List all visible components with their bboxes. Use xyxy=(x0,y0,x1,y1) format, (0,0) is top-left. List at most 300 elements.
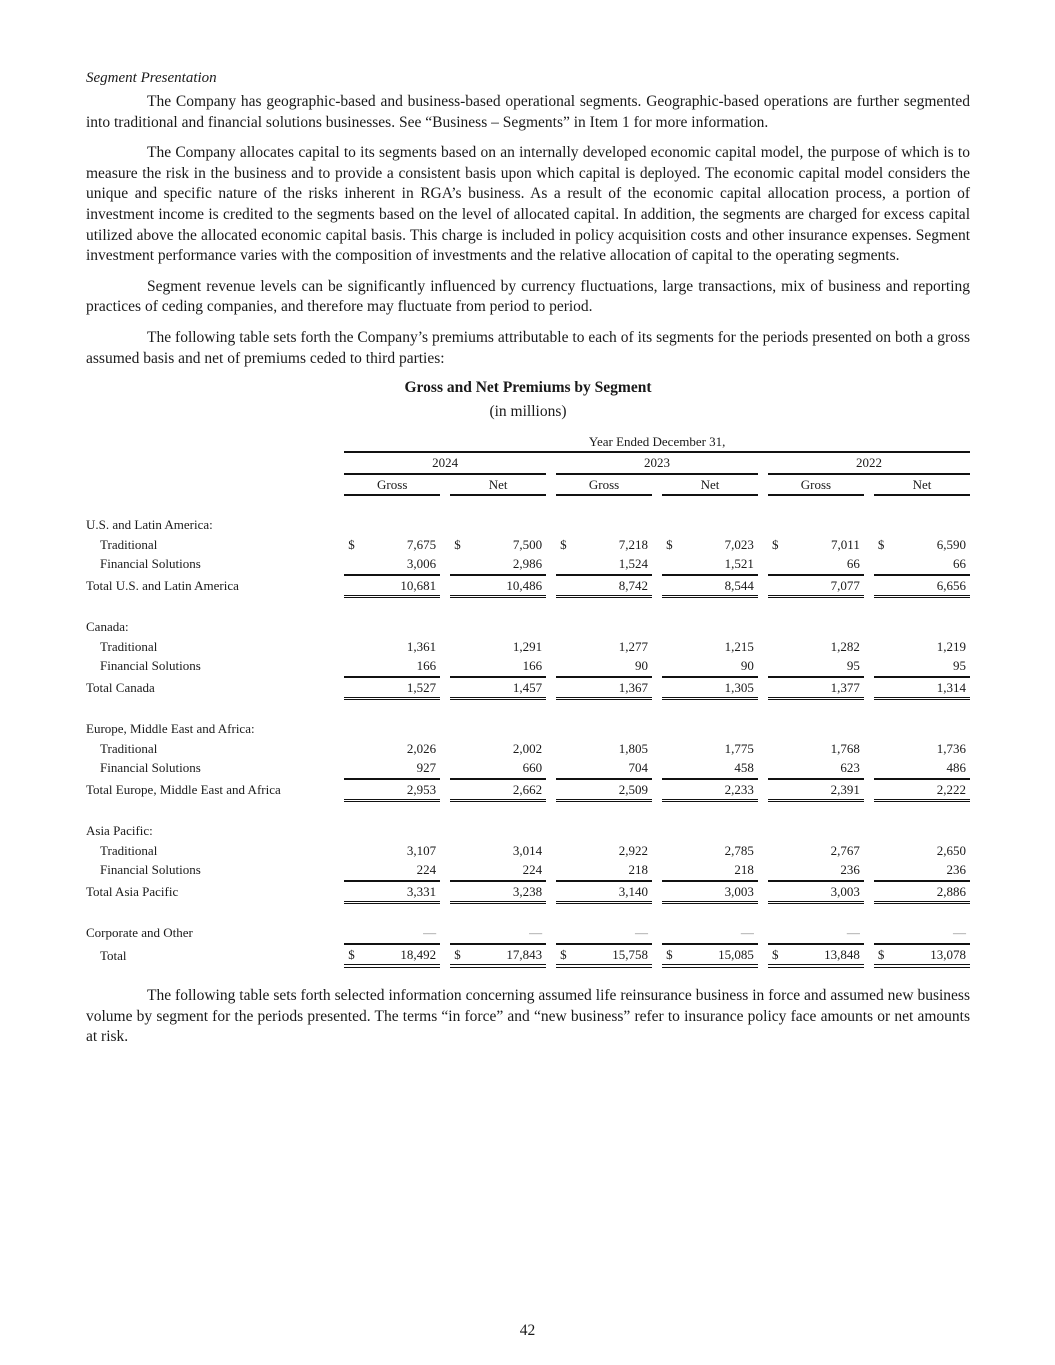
year-header: 2024 xyxy=(344,453,546,474)
value-cell xyxy=(662,778,758,802)
value-text: 1,277 xyxy=(618,638,648,654)
value-cell xyxy=(874,778,970,802)
spacer-row xyxy=(86,598,970,617)
value-text: 1,377 xyxy=(830,679,860,695)
section-title: Segment Presentation xyxy=(86,70,217,86)
value-text: 18,492 xyxy=(400,946,437,962)
subtotal-row xyxy=(86,676,970,700)
value-text: 6,590 xyxy=(936,536,966,552)
value-text: 1,305 xyxy=(724,679,754,695)
value-cell xyxy=(344,860,440,879)
value-text: 7,218 xyxy=(618,536,648,552)
value-text: 2,509 xyxy=(618,781,648,797)
column-gap xyxy=(758,860,768,879)
value-text: 236 xyxy=(840,862,860,878)
value-text: 3,107 xyxy=(406,842,437,858)
column-gap xyxy=(440,637,450,656)
row-label: Financial Solutions xyxy=(100,862,201,878)
header-label-blank xyxy=(86,453,344,474)
column-gap xyxy=(546,943,556,968)
value-text: 1,521 xyxy=(724,556,754,572)
value-text: 7,011 xyxy=(831,536,860,552)
paragraph: Segment revenue levels can be significantly influenced by currency fluctuations, large transactions, mix of business and reporting practices of ceding companies, and therefore may fluctuate from period to period. xyxy=(86,277,970,316)
value-cell xyxy=(662,943,758,968)
paragraph: The following table sets forth the Company’s premiums attributable to each of its segments for the periods presented on both a gross assumed basis and net of premiums ceded to third parties: xyxy=(86,328,970,367)
column-gap xyxy=(864,535,874,554)
value-cell xyxy=(344,535,440,554)
year-header: 2022 xyxy=(768,453,970,474)
row-label: Traditional xyxy=(100,740,158,756)
value-cell xyxy=(662,923,758,942)
column-header-net: Net xyxy=(874,475,970,496)
value-cell xyxy=(874,758,970,777)
column-gap xyxy=(440,841,450,860)
value-cell xyxy=(768,758,864,777)
value-text: 2,650 xyxy=(936,842,966,858)
table-row xyxy=(86,535,970,554)
column-gap xyxy=(864,637,874,656)
table-row xyxy=(86,656,970,675)
value-text: 3,003 xyxy=(724,883,754,899)
value-cell xyxy=(344,574,440,598)
currency-symbol: $ xyxy=(454,536,461,552)
value-text: 2,922 xyxy=(618,842,648,858)
value-cell xyxy=(450,923,546,942)
grand-total-row xyxy=(86,943,970,968)
value-cell xyxy=(768,739,864,758)
value-text: 1,524 xyxy=(618,556,648,572)
column-gap xyxy=(864,574,874,598)
value-cell xyxy=(768,923,864,942)
column-gap xyxy=(758,475,768,496)
column-gap xyxy=(546,676,556,700)
value-text: 2,233 xyxy=(724,781,754,797)
header-row-years xyxy=(86,453,970,474)
column-gap xyxy=(864,676,874,700)
value-text: 3,003 xyxy=(830,883,860,899)
value-text: 2,391 xyxy=(830,781,860,797)
closing-paragraph: The following table sets forth selected information concerning assumed life reinsurance business in force and assumed new business volume by segment for the periods presented. The terms “in force” and “new business” refer to insurance policy face amounts or net amounts at risk. xyxy=(86,987,970,1046)
column-gap xyxy=(758,923,768,942)
value-text: 2,953 xyxy=(406,781,437,797)
grand-total-label: Total xyxy=(100,947,127,963)
value-cell xyxy=(874,574,970,598)
column-gap xyxy=(864,778,874,802)
column-gap xyxy=(864,758,874,777)
column-gap xyxy=(440,475,450,496)
group-heading-row xyxy=(86,719,970,738)
paragraph: The Company allocates capital to its segments based on an internally developed economic capital model, the purpose of which is to measure the risk in the business and to provide a consistent basis upon which capital is deployed. The economic capital model considers the unique and specific nature of the risks inherent in RGA’s business. As a result of the economic capital allocation process, a portion of investment income is credited to the segments based on the level of allocated capital. In addition, the segments are charged for excess capital utilized above the allocated economic capital basis. This charge is included in policy acquisition costs and other insurance expenses. Segment investment performance varies with the composition of investments and the relative allocation of capital to the operating segments. xyxy=(86,144,970,265)
value-text: 90 xyxy=(634,658,648,674)
value-text: 95 xyxy=(846,658,860,674)
column-gap xyxy=(546,475,556,496)
subtotal-row xyxy=(86,880,970,904)
value-text: 2,026 xyxy=(406,740,437,756)
value-cell xyxy=(662,637,758,656)
value-cell xyxy=(450,880,546,904)
currency-symbol: $ xyxy=(877,946,885,962)
column-header-gross: Gross xyxy=(768,475,864,496)
value-text: 2,767 xyxy=(830,842,860,858)
value-cell xyxy=(556,554,652,573)
value-text: 6,656 xyxy=(936,577,966,593)
value-text: 1,219 xyxy=(936,638,966,654)
column-gap xyxy=(440,758,450,777)
value-text: 166 xyxy=(522,658,543,674)
premiums-table xyxy=(86,431,970,968)
value-cell xyxy=(556,943,652,968)
currency-symbol: $ xyxy=(666,946,673,962)
value-text: 3,238 xyxy=(512,883,543,899)
currency-symbol: $ xyxy=(348,536,355,552)
column-gap xyxy=(546,637,556,656)
column-header-gross: Gross xyxy=(344,475,440,496)
table-row xyxy=(86,739,970,758)
value-cell xyxy=(662,841,758,860)
subtotal-label: Total Canada xyxy=(86,680,155,696)
subtotal-label: Total Europe, Middle East and Africa xyxy=(86,782,281,798)
column-gap xyxy=(652,758,662,777)
value-text: 1,768 xyxy=(830,740,860,756)
currency-symbol: $ xyxy=(560,946,567,962)
value-cell xyxy=(768,778,864,802)
value-text: 7,500 xyxy=(512,536,543,552)
value-text: 1,805 xyxy=(618,740,648,756)
column-gap xyxy=(652,880,662,904)
value-text: 17,843 xyxy=(506,946,543,962)
currency-symbol: $ xyxy=(348,946,355,962)
header-label-blank xyxy=(86,431,344,453)
subtotal-label: Total U.S. and Latin America xyxy=(86,578,239,594)
value-cell xyxy=(874,923,970,942)
subtotal-label: Total Asia Pacific xyxy=(86,884,179,900)
spacer-cell xyxy=(86,802,970,821)
value-cell xyxy=(450,535,546,554)
column-gap xyxy=(546,758,556,777)
value-text: 90 xyxy=(740,658,754,674)
value-text: 3,140 xyxy=(618,883,648,899)
value-cell xyxy=(662,676,758,700)
row-label: Financial Solutions xyxy=(100,556,201,572)
column-gap xyxy=(864,475,874,496)
value-text: 2,002 xyxy=(512,740,543,756)
column-gap xyxy=(864,923,874,942)
group-heading: Canada: xyxy=(86,619,129,635)
value-text: 1,291 xyxy=(512,638,543,654)
value-text: 1,775 xyxy=(724,740,754,756)
value-cell xyxy=(556,880,652,904)
column-gap xyxy=(546,778,556,802)
column-gap xyxy=(652,676,662,700)
value-text: — xyxy=(423,925,437,941)
value-cell xyxy=(874,554,970,573)
column-gap xyxy=(652,574,662,598)
column-header-net: Net xyxy=(662,475,758,496)
column-gap xyxy=(440,554,450,573)
value-text: 10,486 xyxy=(506,577,543,593)
column-gap xyxy=(652,656,662,675)
value-cell xyxy=(662,535,758,554)
value-text: 95 xyxy=(953,658,966,674)
value-text: 1,527 xyxy=(406,679,437,695)
row-label: Traditional xyxy=(100,842,158,858)
column-gap xyxy=(652,778,662,802)
column-gap xyxy=(652,535,662,554)
column-gap xyxy=(758,880,768,904)
row-label: Financial Solutions xyxy=(100,658,201,674)
value-cell xyxy=(768,656,864,675)
currency-symbol: $ xyxy=(454,946,461,962)
group-heading-row xyxy=(86,617,970,636)
value-cell xyxy=(874,880,970,904)
value-cell xyxy=(662,739,758,758)
value-text: 218 xyxy=(734,862,754,878)
group-heading: Asia Pacific: xyxy=(86,823,153,839)
value-cell xyxy=(344,943,440,968)
column-gap xyxy=(864,554,874,573)
value-text: 2,886 xyxy=(936,883,966,899)
value-text: 1,736 xyxy=(936,740,966,756)
column-gap xyxy=(546,880,556,904)
value-text: 3,014 xyxy=(512,842,543,858)
value-cell xyxy=(768,535,864,554)
value-text: 166 xyxy=(416,658,437,674)
value-cell xyxy=(556,637,652,656)
value-cell xyxy=(556,656,652,675)
value-cell xyxy=(450,739,546,758)
group-heading-row xyxy=(86,821,970,840)
value-cell xyxy=(344,758,440,777)
column-header-net: Net xyxy=(450,475,546,496)
value-cell xyxy=(874,676,970,700)
value-cell xyxy=(450,637,546,656)
value-cell xyxy=(450,574,546,598)
row-label: Traditional xyxy=(100,536,158,552)
column-gap xyxy=(546,656,556,675)
spacer-cell xyxy=(86,496,970,515)
value-text: 1,314 xyxy=(936,679,966,695)
value-cell xyxy=(662,656,758,675)
spacer-cell xyxy=(86,700,970,719)
value-text: 660 xyxy=(522,760,543,776)
value-text: 218 xyxy=(628,862,648,878)
column-gap xyxy=(652,554,662,573)
row-label: Corporate and Other xyxy=(86,925,193,941)
column-gap xyxy=(758,758,768,777)
column-gap xyxy=(440,535,450,554)
column-gap xyxy=(546,554,556,573)
value-cell xyxy=(874,535,970,554)
value-text: 66 xyxy=(846,556,860,572)
column-gap xyxy=(440,739,450,758)
value-cell xyxy=(874,739,970,758)
subtotal-row xyxy=(86,778,970,802)
value-text: 1,282 xyxy=(830,638,860,654)
table-row xyxy=(86,554,970,573)
value-cell xyxy=(662,880,758,904)
value-cell xyxy=(768,637,864,656)
group-heading-row xyxy=(86,515,970,534)
column-gap xyxy=(652,923,662,942)
column-gap xyxy=(758,943,768,968)
value-text: 704 xyxy=(628,760,648,776)
value-cell xyxy=(768,676,864,700)
column-gap xyxy=(758,778,768,802)
value-text: 224 xyxy=(416,862,437,878)
column-gap xyxy=(546,923,556,942)
value-text: 236 xyxy=(946,862,966,878)
value-text: 458 xyxy=(734,760,754,776)
column-gap xyxy=(440,778,450,802)
column-gap xyxy=(652,475,662,496)
value-cell xyxy=(556,841,652,860)
value-text: — xyxy=(846,925,860,941)
column-gap xyxy=(758,554,768,573)
column-gap xyxy=(652,637,662,656)
value-cell xyxy=(874,841,970,860)
column-gap xyxy=(652,739,662,758)
column-gap xyxy=(758,637,768,656)
value-text: — xyxy=(740,925,754,941)
value-text: 224 xyxy=(522,862,543,878)
header-label-blank xyxy=(86,475,344,496)
value-cell xyxy=(556,574,652,598)
value-text: 2,785 xyxy=(724,842,754,858)
value-cell xyxy=(344,923,440,942)
column-gap xyxy=(546,453,556,474)
value-text: 7,077 xyxy=(830,577,860,593)
value-cell xyxy=(874,860,970,879)
value-cell xyxy=(450,943,546,968)
header-row-period xyxy=(86,431,970,453)
value-cell xyxy=(556,739,652,758)
value-cell xyxy=(556,758,652,777)
value-cell xyxy=(874,943,970,968)
value-cell xyxy=(874,656,970,675)
column-gap xyxy=(546,860,556,879)
table-row xyxy=(86,841,970,860)
value-cell xyxy=(662,554,758,573)
value-text: 13,078 xyxy=(930,946,966,962)
value-cell xyxy=(344,880,440,904)
column-gap xyxy=(864,943,874,968)
subtotal-row xyxy=(86,574,970,598)
column-gap xyxy=(758,574,768,598)
value-cell xyxy=(556,778,652,802)
value-text: 1,457 xyxy=(512,679,543,695)
value-text: 8,544 xyxy=(724,577,754,593)
spacer-row xyxy=(86,700,970,719)
value-cell xyxy=(450,778,546,802)
page-number: 42 xyxy=(519,1322,536,1339)
value-cell xyxy=(768,860,864,879)
column-gap xyxy=(864,841,874,860)
spacer-row xyxy=(86,904,970,923)
value-cell xyxy=(556,535,652,554)
value-cell xyxy=(450,676,546,700)
column-gap xyxy=(758,676,768,700)
value-text: 7,675 xyxy=(406,536,437,552)
value-text: 15,085 xyxy=(718,946,754,962)
column-gap xyxy=(758,453,768,474)
spacer-row xyxy=(86,802,970,821)
row-label: Traditional xyxy=(100,638,158,654)
currency-symbol: $ xyxy=(771,946,779,962)
value-text: 2,222 xyxy=(936,781,966,797)
column-gap xyxy=(758,656,768,675)
value-cell xyxy=(344,637,440,656)
value-cell xyxy=(556,676,652,700)
value-cell xyxy=(768,554,864,573)
value-cell xyxy=(344,656,440,675)
value-cell xyxy=(768,880,864,904)
column-gap xyxy=(440,860,450,879)
column-gap xyxy=(864,739,874,758)
header-row-gross-net xyxy=(86,475,970,496)
column-gap xyxy=(652,841,662,860)
value-text: — xyxy=(529,925,543,941)
column-gap xyxy=(546,841,556,860)
table-row xyxy=(86,860,970,879)
currency-symbol: $ xyxy=(877,536,885,552)
period-header: Year Ended December 31, xyxy=(344,431,970,453)
column-gap xyxy=(440,676,450,700)
value-cell xyxy=(344,841,440,860)
column-gap xyxy=(758,841,768,860)
column-gap xyxy=(864,860,874,879)
column-gap xyxy=(864,880,874,904)
value-text: 927 xyxy=(416,760,437,776)
value-text: 2,662 xyxy=(512,781,543,797)
value-text: 66 xyxy=(953,556,966,572)
value-text: 7,023 xyxy=(724,536,754,552)
value-cell xyxy=(450,656,546,675)
value-cell xyxy=(450,554,546,573)
spacer-cell xyxy=(86,904,970,923)
value-cell xyxy=(768,943,864,968)
value-cell xyxy=(768,841,864,860)
column-gap xyxy=(864,656,874,675)
value-text: 3,331 xyxy=(406,883,437,899)
value-text: 3,006 xyxy=(406,556,437,572)
column-gap xyxy=(440,943,450,968)
value-cell xyxy=(768,574,864,598)
value-cell xyxy=(450,758,546,777)
value-text: 623 xyxy=(840,760,860,776)
value-cell xyxy=(450,860,546,879)
year-header: 2023 xyxy=(556,453,758,474)
corporate-row xyxy=(86,923,970,942)
spacer-row xyxy=(86,496,970,515)
value-cell xyxy=(556,860,652,879)
currency-symbol: $ xyxy=(560,536,567,552)
column-gap xyxy=(546,574,556,598)
value-text: — xyxy=(953,925,966,941)
group-heading: Europe, Middle East and Africa: xyxy=(86,721,255,737)
value-cell xyxy=(450,841,546,860)
value-text: 2,986 xyxy=(512,556,543,572)
column-gap xyxy=(546,535,556,554)
column-gap xyxy=(758,535,768,554)
value-text: 13,848 xyxy=(824,946,860,962)
value-cell xyxy=(662,860,758,879)
table-row xyxy=(86,758,970,777)
currency-symbol: $ xyxy=(771,536,779,552)
column-header-gross: Gross xyxy=(556,475,652,496)
value-text: 486 xyxy=(946,760,966,776)
column-gap xyxy=(652,943,662,968)
column-gap xyxy=(758,739,768,758)
